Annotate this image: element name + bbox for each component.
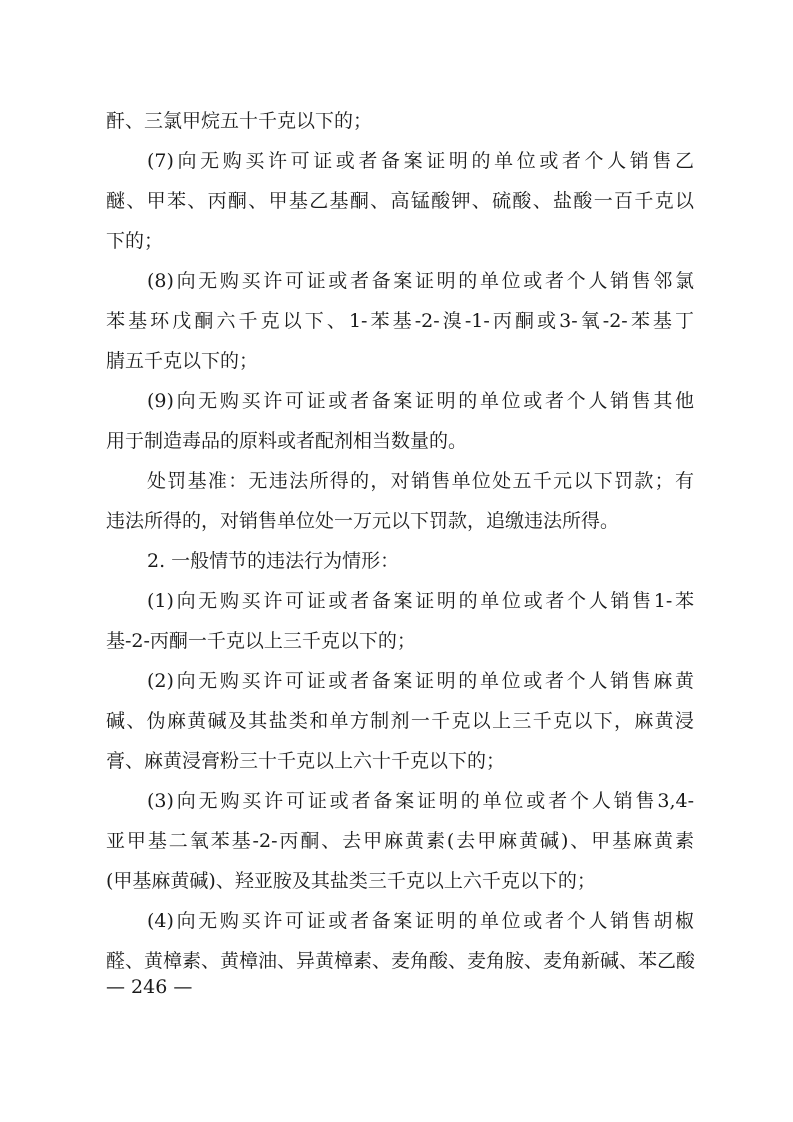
text-line: 碱、伪麻黄碱及其盐类和单方制剂一千克以上三千克以下，麻黄浸 (106, 710, 694, 732)
text-line: (2)向无购买许可证或者备案证明的单位或者个人销售麻黄 (147, 670, 694, 692)
text-line: 腈五千克以下的； (106, 350, 259, 372)
text-line: (甲基麻黄碱)、羟亚胺及其盐类三千克以上六千克以下的； (106, 870, 596, 892)
text-line: (7)向无购买许可证或者备案证明的单位或者个人销售乙 (147, 150, 694, 172)
text-line: (3)向无购买许可证或者备案证明的单位或者个人销售3,4- (147, 790, 694, 812)
text-line: 苯基环戊酮六千克以下、1-苯基-2-溴-1-丙酮或3-氧-2-苯基丁 (106, 310, 694, 332)
page-number: — 246 — (106, 976, 193, 998)
text-line: 醛、黄樟素、黄樟油、异黄樟素、麦角酸、麦角胺、麦角新碱、苯乙酸 (106, 950, 696, 972)
text-line: (1)向无购买许可证或者备案证明的单位或者个人销售1-苯 (147, 590, 694, 612)
text-line: (9)向无购买许可证或者备案证明的单位或者个人销售其他 (147, 390, 694, 412)
text-line: 违法所得的，对销售单位处一万元以下罚款，追缴违法所得。 (106, 510, 620, 532)
text-line: 2. 一般情节的违法行为情形： (147, 550, 400, 572)
text-line: 下的； (106, 230, 164, 252)
text-line: 膏、麻黄浸膏粉三十千克以上六十千克以下的； (106, 750, 506, 772)
text-line: 用于制造毒品的原料或者配剂相当数量的。 (106, 430, 468, 452)
text-line: 亚甲基二氧苯基-2-丙酮、去甲麻黄素(去甲麻黄碱)、甲基麻黄素 (106, 830, 694, 852)
text-line: 醚、甲苯、丙酮、甲基乙基酮、高锰酸钾、硫酸、盐酸一百千克以 (106, 190, 694, 212)
text-line: (8)向无购买许可证或者备案证明的单位或者个人销售邻氯 (147, 270, 694, 292)
text-line: 处罚基准：无违法所得的，对销售单位处五千元以下罚款；有 (147, 470, 694, 492)
text-line: (4)向无购买许可证或者备案证明的单位或者个人销售胡椒 (147, 910, 694, 932)
text-line: 基-2-丙酮一千克以上三千克以下的； (106, 630, 416, 652)
text-line: 酐、三氯甲烷五十千克以下的； (106, 110, 373, 132)
